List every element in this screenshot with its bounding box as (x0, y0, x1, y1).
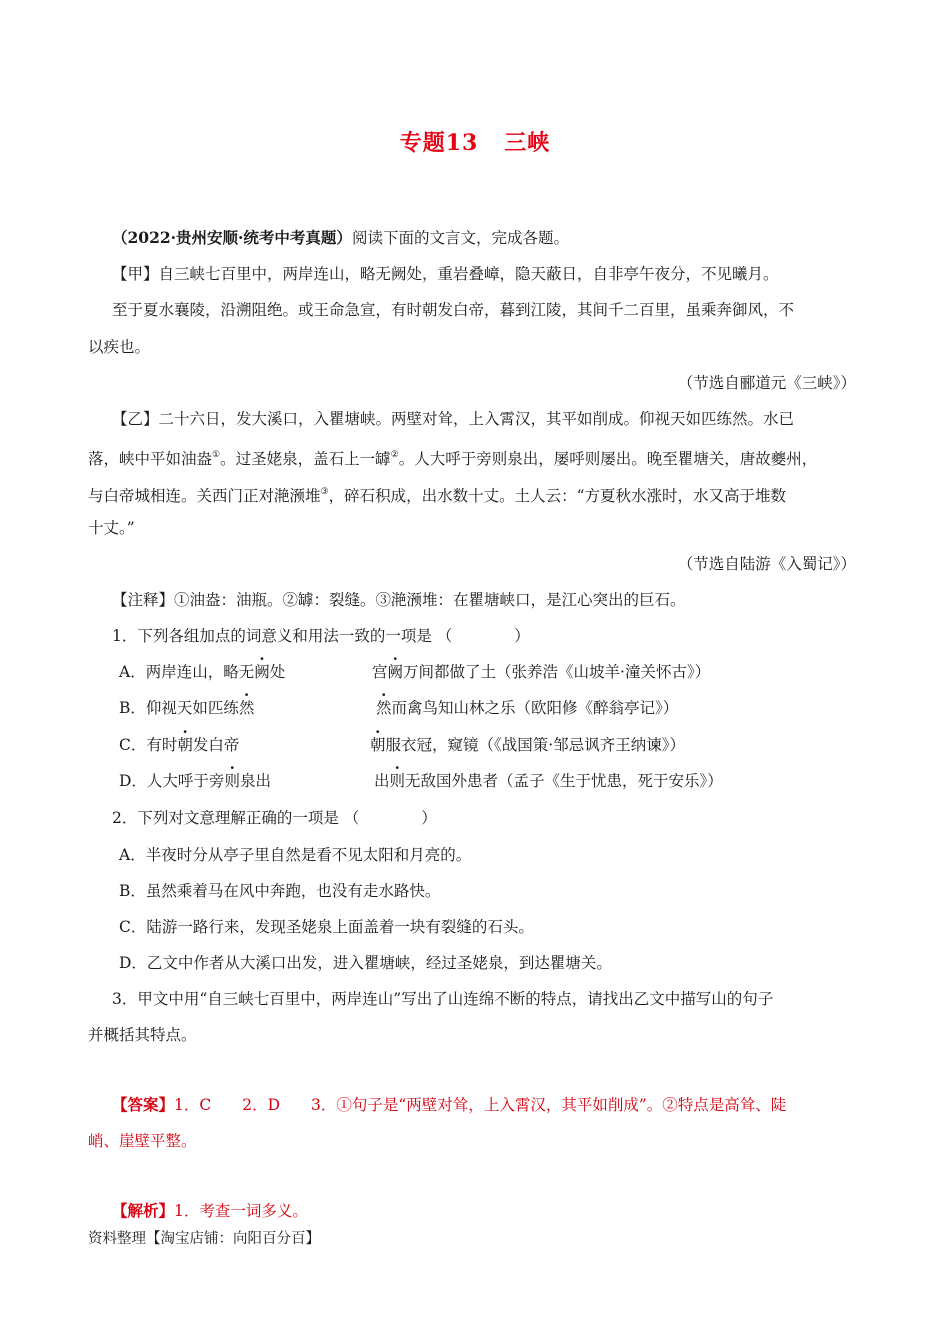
instruction-text: 阅读下面的文言文，完成各题。 (351, 229, 569, 247)
emphasis-dot-char: 则 (389, 772, 406, 790)
q1-option-a-right: 宫阙万间都做了土（张养浩《山坡羊·潼关怀古》） (372, 663, 711, 681)
answer-label: 【答案】 (112, 1095, 175, 1114)
q1-option-b-left: B．仰视天如匹练然 (119, 699, 255, 717)
passage-jia-source: （节选自郦道元《三峡》） (677, 374, 856, 392)
annotation-label: 【注释】 (112, 591, 175, 609)
passage-jia-label: 【甲】 (112, 265, 159, 283)
question-3-line-1: 3．甲文中用“自三峡七百里中，两岸连山”写出了山连绵不断的特点，请找出乙文中描写山的句子 (112, 990, 774, 1008)
footnote-marker-3: ③ (320, 487, 329, 497)
q1-option-c-left: C．有时朝发白帝 (119, 736, 240, 754)
question-1-stem: 1．下列各组加点的词意义和用法一致的一项是 （ ） (112, 627, 530, 645)
emphasis-dot-char: 阙 (254, 663, 270, 681)
q2-option-c: C．陆游一路行来，发现圣姥泉上面盖着一块有裂缝的石头。 (119, 918, 534, 936)
answer-line-1 (112, 1094, 786, 1116)
answer-line-2: 峭、崖壁平整。 (88, 1132, 197, 1150)
passage-jia-line-1 (112, 263, 779, 285)
emphasis-dot-char: 然 (376, 699, 392, 717)
passage-yi-line-4: 十丈。” (88, 519, 135, 537)
q2-option-a: A．半夜时分从亭子里自然是看不见太阳和月亮的。 (119, 846, 472, 864)
q1-option-b-right: 然而禽鸟知山林之乐（欧阳修《醉翁亭记》） (376, 699, 679, 717)
emphasis-dot-char: 朝 (177, 736, 193, 754)
passage-yi-line-1 (112, 408, 794, 430)
exam-source-tag: （2022·贵州安顺·统考中考真题） (112, 228, 352, 247)
intro-line (112, 227, 569, 249)
question-2-stem: 2．下列对文意理解正确的一项是 （ ） (112, 809, 437, 827)
q1-option-a-left: A．两岸连山，略无阙处 (119, 663, 286, 681)
page-title: 专题13 三峡 (399, 130, 551, 156)
passage-yi-text-1: 二十六日，发大溪口，入瞿塘峡。两壁对耸，上入霄汉，其平如削成。仰视天如匹练然。水已 (158, 410, 795, 428)
analysis-text: 1．考查一词多义。 (174, 1202, 308, 1220)
passage-yi-source: （节选自陆游《入蜀记》） (677, 555, 856, 573)
q2-option-d: D．乙文中作者从大溪口出发，进入瞿塘峡，经过圣姥泉，到达瞿塘关。 (119, 954, 612, 972)
q2-option-b: B．虽然乘着马在风中奔跑，也没有走水路快。 (119, 882, 441, 900)
analysis-line (112, 1200, 308, 1222)
emphasis-dot-char: 朝 (370, 736, 386, 754)
passage-yi-text-2b: 。过圣姥泉，盖石上一罅 (220, 450, 391, 468)
question-3-line-2: 并概括其特点。 (88, 1026, 197, 1044)
passage-jia-line-2: 至于夏水襄陵，沿溯阻绝。或王命急宣，有时朝发白帝，暮到江陵，其间千二百里，虽乘奔御风，不 (112, 301, 795, 319)
answer-text-1: 1．C 2．D 3．①句子是“两壁对耸，上入霄汉，其平如削成”。②特点是高耸、陡 (174, 1096, 787, 1114)
passage-yi-line-2 (88, 444, 817, 470)
q1-option-d-right: 出则无敌国外患者（孟子《生于忧患，死于安乐》） (374, 772, 723, 790)
emphasis-dot-char: 然 (238, 699, 255, 717)
passage-yi-text-2c: 。人大呼于旁则泉出，屡呼则屡出。晚至瞿塘关，唐故夔州， (398, 450, 818, 468)
emphasis-dot-char: 阙 (387, 663, 404, 681)
footer-credit: 资料整理【淘宝店铺：向阳百分百】 (88, 1231, 320, 1247)
analysis-label: 【解析】 (112, 1201, 175, 1220)
q1-option-c-right: 朝服衣冠，窥镜（《战国策·邹忌讽齐王纳谏》） (370, 736, 685, 754)
passage-yi-text-3a: 与白帝城相连。关西门正对滟滪堆 (88, 487, 321, 505)
emphasis-dot-char: 则 (224, 772, 240, 790)
q1-option-d-left: D．人大呼于旁则泉出 (119, 772, 271, 790)
passage-jia-text-1: 自三峡七百里中，两岸连山，略无阙处，重岩叠嶂，隐天蔽日，自非亭午夜分，不见曦月。 (158, 265, 779, 283)
passage-yi-text-3b: ，碎石积成，出水数十丈。土人云：“方夏秋水涨时，水又高于堆数 (328, 487, 787, 505)
annotation-line (112, 589, 686, 611)
passage-jia-line-3: 以疾也。 (88, 338, 151, 356)
passage-yi-text-2a: 落，峡中平如油盎 (88, 450, 213, 468)
passage-yi-label: 【乙】 (112, 410, 159, 428)
passage-yi-line-3 (88, 481, 786, 507)
annotation-text: ①油盎：油瓶。②罅：裂缝。③滟滪堆：在瞿塘峡口，是江心突出的巨石。 (174, 591, 686, 609)
footnote-marker-2: ② (390, 450, 399, 460)
footnote-marker-1: ① (212, 450, 221, 460)
